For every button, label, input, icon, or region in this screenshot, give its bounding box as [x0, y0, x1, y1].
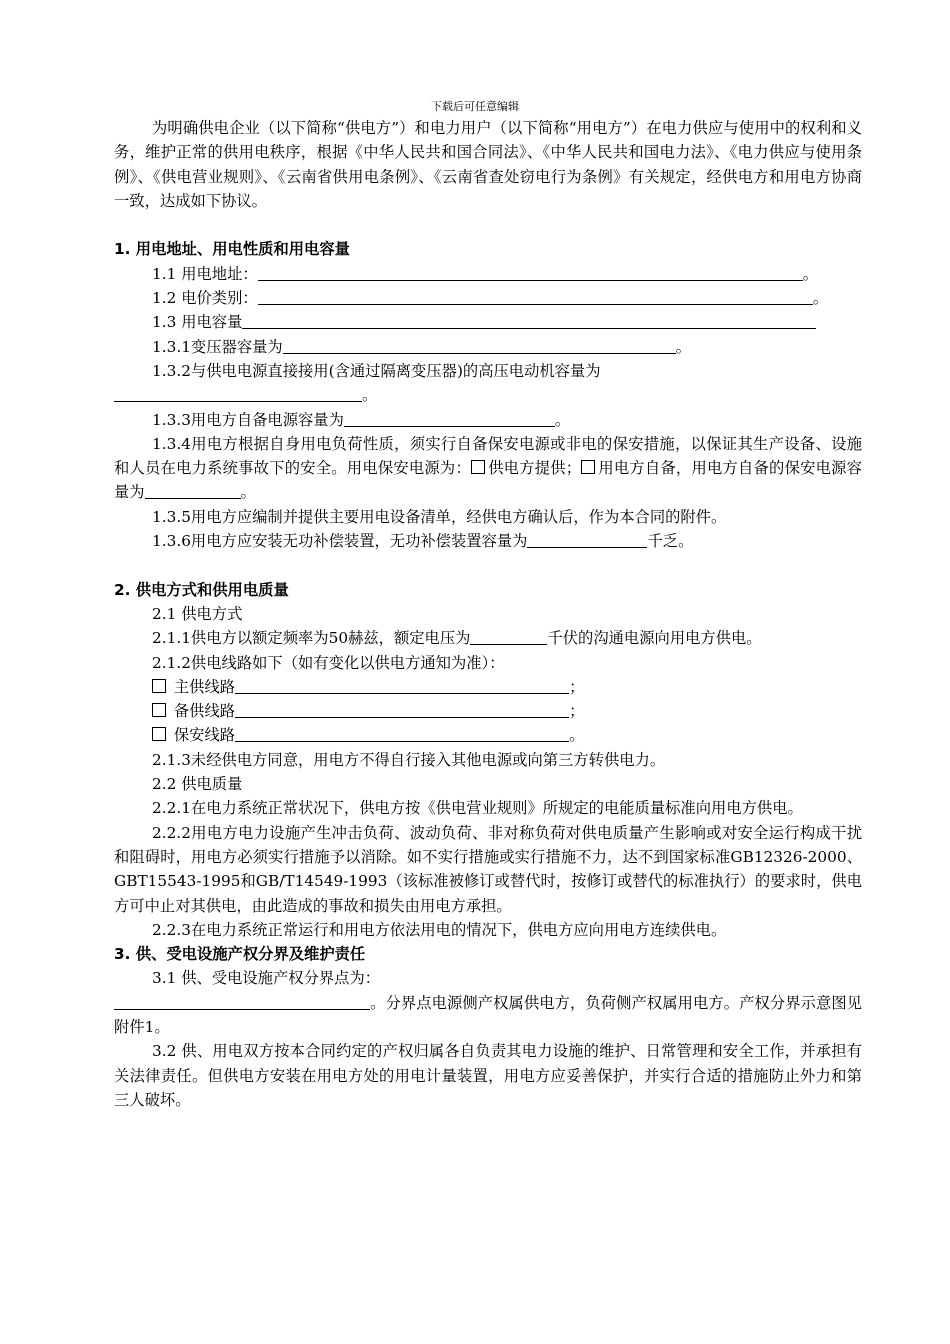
clause-2-1-2: 2.1.2供电线路如下（如有变化以供电方通知为准）：	[152, 653, 505, 672]
clause-2-1: 2.1 供电方式	[152, 604, 243, 623]
rated-voltage-blank[interactable]	[470, 628, 547, 645]
checkbox-security-line[interactable]	[152, 727, 166, 741]
clause-2-2-3: 2.2.3在电力系统正常运行和用电方依法用电的情况下，供电方应向用电方连续供电。	[152, 920, 727, 939]
clause-3-1: 3.1 供、受电设施产权分界点为：	[152, 969, 381, 988]
clause-2-2-1: 2.2.1在电力系统正常状况下，供电方按《供电营业规则》所规定的电能质量标准向用电方供电。	[152, 799, 803, 818]
price-category-blank[interactable]	[258, 288, 813, 305]
clause-2-1-3: 2.1.3未经供电方同意，用电方不得自行接入其他电源或向第三方转供电力。	[152, 750, 666, 769]
section-3-title: 3. 供、受电设施产权分界及维护责任	[114, 945, 366, 964]
transformer-capacity-blank[interactable]	[283, 337, 676, 354]
backup-line-blank[interactable]	[235, 701, 569, 718]
clause-3-1-cont: 。分界点电源侧产权属供电方，负荷侧产权属用电方。产权分界示意图见附件1。	[114, 993, 862, 1036]
clause-2-2: 2.2 供电质量	[152, 775, 243, 794]
reactive-compensation-blank[interactable]	[527, 531, 647, 548]
security-line-row: 保安线路 。	[114, 723, 862, 747]
checkbox-supplier-provided[interactable]	[471, 460, 485, 474]
clause-1-3-1: 1.3.1变压器容量为 。	[152, 337, 692, 356]
page-header-note: 下载后可任意编辑	[431, 100, 519, 113]
intro-paragraph: 为明确供电企业（以下简称“供电方”）和电力用户（以下简称“用电方”）在电力供应与使用中的权利和义务，维护正常的供用电秩序，根据《中华人民共和国合同法》、《中华人民共和国电力法》、《电力供应与使用条例》、《供电营业规则》、《云南省供用电条例》、《云南省查处窃电行为条例》有关规定，经供电方和用电方协商一致，达成如下协议。	[114, 119, 862, 210]
clause-1-3-2-blank-line: 。	[114, 383, 862, 407]
backup-line-row: 备供线路 ；	[114, 699, 862, 723]
clause-1-3-3: 1.3.3用电方自备电源容量为 。	[152, 410, 571, 429]
checkbox-user-provided[interactable]	[581, 460, 595, 474]
checkbox-backup-line[interactable]	[152, 703, 166, 717]
clause-2-1-1: 2.1.1供电方以额定频率为50赫兹，额定电压为 千伏的沟通电源向用电方供电。	[152, 629, 762, 648]
security-power-capacity-blank[interactable]	[145, 482, 241, 499]
security-line-blank[interactable]	[235, 725, 569, 742]
checkbox-main-line[interactable]	[152, 679, 166, 693]
clause-1-3-2: 1.3.2与供电电源直接接用(含通过隔离变压器)的高压电动机容量为	[152, 361, 601, 380]
contract-body	[114, 116, 862, 1112]
clause-1-3: 1.3 用电容量	[114, 310, 862, 334]
clause-3-2: 3.2 供、用电双方按本合同约定的产权归属各自负责其电力设施的维护、日常管理和安全工作，并承担有关法律责任。但供电方安装在用电方处的用电计量装置，用电方应妥善保护，并实行合适的措施防止外力和第三人破坏。	[114, 1042, 862, 1109]
motor-capacity-blank[interactable]	[114, 385, 362, 402]
property-boundary-blank[interactable]	[114, 993, 370, 1010]
clause-1-2: 1.2 电价类别： 。	[152, 289, 828, 308]
capacity-blank[interactable]	[242, 312, 816, 329]
self-power-capacity-blank[interactable]	[344, 410, 555, 427]
main-line-blank[interactable]	[235, 677, 569, 694]
clause-1-1: 1.1 用电地址： 。	[152, 264, 818, 283]
clause-1-3-4: 1.3.4用电方根据自身用电负荷性质，须实行自备保安电源或非电的保安措施，以保证其生产设备、设施和人员在电力系统事故下的安全。用电保安电源为： 供电方提供； 用电方自备，用电方自备的保安电源容量为 。	[114, 434, 862, 502]
section-1-title: 1. 用电地址、用电性质和用电容量	[114, 240, 350, 259]
section-2-title: 2. 供电方式和供用电质量	[114, 580, 289, 599]
clause-2-2-2: 2.2.2用电方电力设施产生冲击负荷、波动负荷、非对称负荷对供电质量产生影响或对安全运行构成干扰和阻碍时，用电方必须实行措施予以消除。如不实行措施或实行措施不力，达不到国家标准GB12326-2000、GBT15543-1995和GB/T14549-1993（该标准被修订或替代时，按修订或替代的标准执行）的要求时，供电方可中止对其供电，由此造成的事故和损失由用电方承担。	[114, 823, 862, 915]
clause-1-3-5: 1.3.5用电方应编制并提供主要用电设备清单，经供电方确认后，作为本合同的附件。	[152, 507, 727, 526]
main-line-row: 主供线路 ；	[114, 675, 862, 699]
address-blank[interactable]	[258, 264, 803, 281]
clause-1-3-6: 1.3.6用电方应安装无功补偿装置，无功补偿装置容量为 千乏。	[152, 532, 694, 551]
